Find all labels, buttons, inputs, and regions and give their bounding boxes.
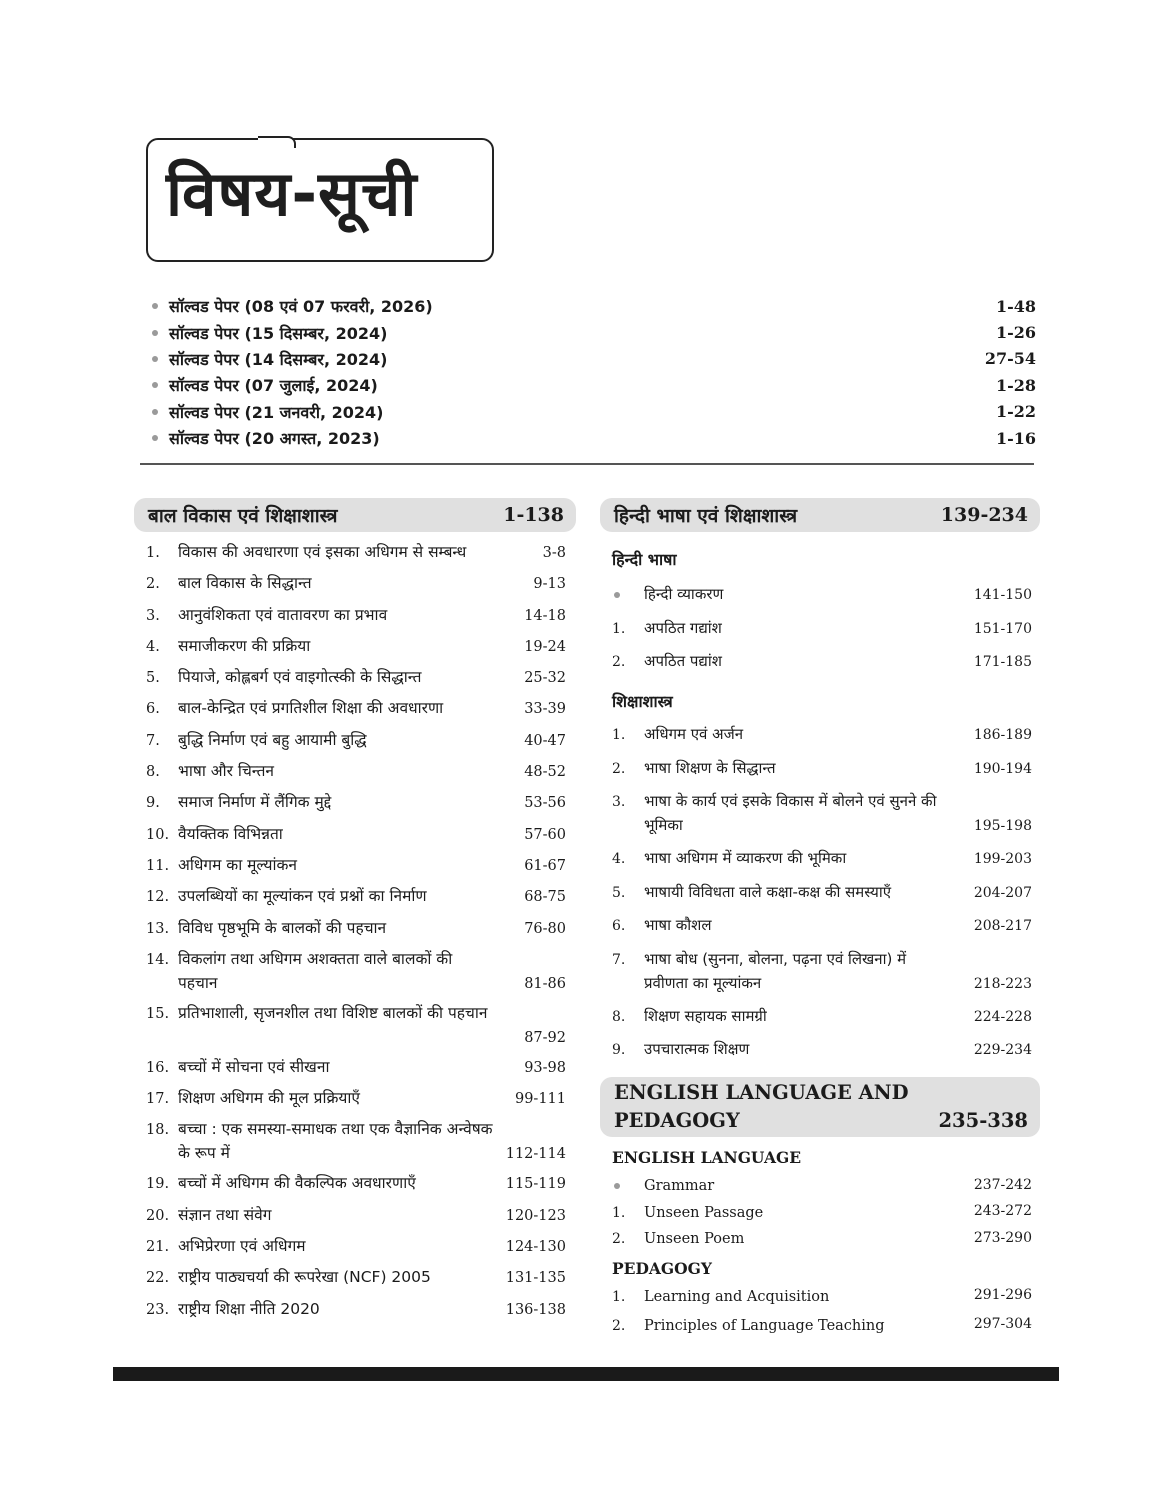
item-pages: 190-194 (973, 760, 1032, 777)
toc-item (612, 789, 1032, 846)
item-title: आनुवंशिकता एवं वातावरण का प्रभाव (178, 605, 388, 624)
toc-item (146, 822, 566, 853)
item-pages: 124-130 (505, 1239, 566, 1256)
item-title: उपलब्धियों का मूल्यांकन एवं प्रश्नों का निर्माण (178, 887, 427, 906)
item-pages: 204-207 (973, 884, 1032, 901)
toc-item (146, 728, 566, 759)
item-number: 15. (146, 1005, 170, 1022)
item-title: Unseen Poem (644, 1230, 745, 1247)
page-title: विषय-सूची (166, 157, 418, 230)
subheading-english-language: ENGLISH LANGUAGE (612, 1148, 802, 1167)
item-number: 9. (612, 1042, 626, 1058)
item-number: 7. (146, 732, 160, 749)
section-title: बाल विकास एवं शिक्षाशास्त्र (148, 505, 338, 527)
solved-paper-label: सॉल्वड पेपर (07 जुलाई, 2024) (169, 376, 378, 396)
section-header-english (600, 1077, 1040, 1137)
item-title: अभिप्रेरणा एवं अधिगम (178, 1237, 306, 1256)
item-pages: 131-135 (505, 1270, 566, 1287)
solved-paper-pages: 1-48 (995, 296, 1036, 316)
item-number (612, 582, 644, 607)
solved-paper-pages: 1-26 (995, 323, 1036, 343)
solved-paper-pages: 1-16 (995, 428, 1036, 448)
item-pages: 171-185 (973, 654, 1032, 670)
item-pages: 93-98 (524, 1059, 566, 1076)
item-pages: 48-52 (524, 764, 566, 781)
item-title: समाज निर्माण में लैंगिक मुद्दे (178, 793, 332, 812)
item-title: भाषा अधिगम में व्याकरण की भूमिका (644, 849, 847, 867)
item-pages: 291-296 (973, 1287, 1032, 1303)
toc-item (146, 1234, 566, 1265)
solved-paper-row (152, 319, 1036, 345)
toc-item (146, 634, 566, 665)
item-number: 21. (146, 1239, 170, 1256)
toc-item (146, 759, 566, 790)
item-title: पियाजे, कोह्लबर्ग एवं वाइगोत्स्की के सिद्धान्त (178, 668, 422, 687)
toc-item (146, 1171, 566, 1202)
toc-item (146, 1265, 566, 1296)
item-pages: 68-75 (524, 889, 566, 906)
item-title: विविध पृष्ठभूमि के बालकों की पहचान (178, 918, 387, 937)
toc-item (612, 756, 1032, 790)
item-pages: 115-119 (505, 1176, 566, 1193)
toc-item (146, 947, 566, 1001)
item-title: अधिगम का मूल्यांकन (178, 855, 298, 874)
bullet-icon (152, 382, 158, 388)
section-header-hindi (600, 498, 1040, 532)
bullet-icon (152, 435, 158, 441)
item-pages: 53-56 (524, 795, 566, 812)
item-title: भाषा बोध (सुनना, बोलना, पढ़ना एवं लिखना) में प्रवीणता का मूल्यांकन (644, 949, 907, 992)
item-pages: 297-304 (973, 1315, 1032, 1332)
item-title: शिक्षण अधिगम की मूल प्रक्रियाएँ (178, 1089, 360, 1108)
item-title: प्रतिभाशाली, सृजनशील तथा विशिष्ट बालकों की पहचान (178, 1003, 488, 1022)
item-pages: 76-80 (524, 920, 566, 937)
english-pedagogy-list (612, 1283, 1032, 1340)
section-title-line1: ENGLISH LANGUAGE AND (614, 1081, 909, 1104)
item-number: 16. (146, 1059, 170, 1076)
item-title: बच्चों में अधिगम की वैकल्पिक अवधारणाएँ (178, 1174, 416, 1193)
item-pages: 25-32 (524, 670, 566, 687)
item-pages: 186-189 (973, 727, 1032, 743)
toc-item (146, 665, 566, 696)
item-number: 2. (612, 1317, 626, 1334)
item-number: 22. (146, 1270, 170, 1287)
item-number: 1. (612, 620, 626, 637)
bullet-icon (614, 1183, 620, 1189)
toc-item (146, 1055, 566, 1086)
item-title: वैयक्तिक विभिन्नता (178, 824, 283, 843)
item-pages: 224-228 (973, 1008, 1032, 1025)
item-number: 6. (146, 701, 160, 718)
item-title: संज्ञान तथा संवेग (178, 1205, 272, 1224)
hindi-language-list (612, 582, 1032, 683)
solved-paper-row (152, 399, 1036, 425)
child-development-list (146, 540, 566, 1328)
bullet-icon (152, 330, 158, 336)
item-pages: 33-39 (524, 701, 566, 718)
item-title: Learning and Acquisition (644, 1289, 830, 1306)
item-number: 5. (146, 670, 160, 687)
toc-item (146, 1297, 566, 1328)
toc-item (146, 884, 566, 915)
item-pages: 208-217 (973, 918, 1032, 934)
toc-item (146, 916, 566, 947)
solved-papers-list (152, 293, 1036, 451)
title-frame-tab (258, 136, 296, 148)
item-title: बच्चा : एक समस्या-समाधक तथा एक वैज्ञानिक अन्वेषक के रूप में (178, 1120, 493, 1163)
item-number: 23. (146, 1301, 170, 1318)
toc-item (146, 571, 566, 602)
item-title: Grammar (644, 1178, 715, 1195)
toc-item (146, 1086, 566, 1117)
item-title: विकलांग तथा अधिगम अशक्तता वाले बालकों की पहचान (178, 949, 453, 992)
item-number: 8. (612, 1008, 626, 1025)
item-title: शिक्षण सहायक सामग्री (644, 1006, 767, 1025)
toc-item (612, 1312, 1032, 1341)
item-number: 6. (612, 918, 626, 934)
item-pages: 19-24 (524, 638, 566, 655)
item-number: 2. (612, 760, 626, 777)
item-pages: 141-150 (973, 587, 1032, 603)
section-header-child-development (134, 498, 576, 532)
item-pages: 40-47 (524, 732, 566, 749)
item-number (612, 1178, 644, 1194)
item-pages: 237-242 (973, 1177, 1032, 1193)
subheading-pedagogy-hindi: शिक्षाशास्त्र (612, 692, 673, 711)
item-number: 1. (612, 1289, 626, 1306)
item-pages: 99-111 (514, 1091, 566, 1108)
item-number: 1. (612, 1204, 626, 1221)
item-number: 11. (146, 857, 170, 874)
item-number: 4. (612, 851, 626, 867)
item-pages: 243-272 (973, 1203, 1032, 1220)
toc-item (612, 913, 1032, 947)
item-pages: 136-138 (505, 1301, 566, 1318)
item-number: 1. (146, 545, 160, 561)
item-title: Unseen Passage (644, 1204, 764, 1221)
section-pages: 139-234 (940, 504, 1028, 526)
toc-item (612, 880, 1032, 914)
item-number: 8. (146, 764, 160, 781)
toc-item (612, 1199, 1032, 1225)
item-title: बच्चों में सोचना एवं सीखना (178, 1057, 330, 1076)
toc-item (146, 1117, 566, 1171)
solved-paper-row (152, 346, 1036, 372)
item-number: 5. (612, 884, 626, 901)
toc-item (612, 1173, 1032, 1199)
item-number: 2. (146, 576, 160, 593)
item-number: 1. (612, 727, 626, 743)
item-pages: 199-203 (973, 851, 1032, 867)
item-title: बाल-केन्द्रित एवं प्रगतिशील शिक्षा की अवधारणा (178, 699, 444, 718)
divider (140, 463, 1034, 465)
item-title: उपचारात्मक शिक्षण (644, 1040, 750, 1058)
item-pages: 81-86 (524, 975, 566, 992)
item-number: 10. (146, 826, 170, 843)
item-pages: 120-123 (505, 1207, 566, 1224)
item-pages: 195-198 (973, 818, 1032, 834)
toc-item (612, 846, 1032, 880)
item-pages: 14-18 (524, 607, 566, 624)
item-number: 12. (146, 889, 170, 906)
item-pages: 151-170 (973, 620, 1032, 637)
item-number: 13. (146, 920, 170, 937)
toc-item (612, 722, 1032, 756)
toc-item (146, 790, 566, 821)
item-title: Principles of Language Teaching (644, 1317, 885, 1334)
item-pages: 218-223 (973, 975, 1032, 992)
toc-item (612, 1226, 1032, 1252)
item-title: बुद्धि निर्माण एवं बहु आयामी बुद्धि (178, 730, 367, 749)
item-number: 2. (612, 654, 626, 670)
item-number: 3. (612, 794, 626, 810)
toc-item (612, 1004, 1032, 1038)
subheading-hindi-language: हिन्दी भाषा (612, 550, 677, 569)
item-title: भाषा शिक्षण के सिद्धान्त (644, 758, 776, 777)
toc-item (146, 696, 566, 727)
toc-item (612, 947, 1032, 1004)
item-number: 17. (146, 1091, 170, 1108)
bullet-icon (152, 303, 158, 309)
section-pages: 235-338 (938, 1109, 1028, 1132)
item-number: 9. (146, 795, 160, 812)
solved-paper-label: सॉल्वड पेपर (21 जनवरी, 2024) (169, 402, 384, 422)
item-title: राष्ट्रीय पाठ्यचर्या की रूपरेखा (NCF) 2005 (178, 1268, 431, 1287)
item-title: भाषा के कार्य एवं इसके विकास में बोलने एवं सुनने की भूमिका (644, 792, 937, 834)
toc-item (146, 540, 566, 571)
section-pages: 1-138 (503, 504, 564, 526)
section-title-line2: PEDAGOGY (614, 1109, 740, 1132)
item-title: भाषा कौशल (644, 916, 712, 934)
toc-item (612, 649, 1032, 683)
toc-item (612, 616, 1032, 650)
item-number: 14. (146, 951, 170, 968)
item-number: 2. (612, 1230, 626, 1247)
item-number: 19. (146, 1176, 170, 1193)
item-pages: 273-290 (973, 1229, 1032, 1246)
hindi-pedagogy-list (612, 722, 1032, 1071)
item-pages: 3-8 (542, 545, 566, 561)
item-pages: 112-114 (505, 1146, 566, 1163)
solved-paper-row (152, 372, 1036, 398)
item-number: 7. (612, 951, 626, 968)
item-title: अधिगम एवं अर्जन (644, 725, 744, 743)
item-title: विकास की अवधारणा एवं इसका अधिगम से सम्बन्ध (178, 543, 467, 561)
item-title: हिन्दी व्याकरण (644, 585, 724, 603)
toc-item (612, 1037, 1032, 1071)
solved-paper-row (152, 293, 1036, 319)
solved-paper-label: सॉल्वड पेपर (08 एवं 07 फरवरी, 2026) (169, 297, 433, 317)
solved-paper-label: सॉल्वड पेपर (14 दिसम्बर, 2024) (169, 349, 388, 369)
english-language-list (612, 1173, 1032, 1252)
item-title: भाषा और चिन्तन (178, 762, 275, 781)
solved-paper-label: सॉल्वड पेपर (15 दिसम्बर, 2024) (169, 323, 388, 343)
item-number: 20. (146, 1207, 170, 1224)
bullet-icon (152, 356, 158, 362)
item-title: अपठित पद्यांश (644, 652, 722, 670)
item-number: 18. (146, 1122, 170, 1139)
item-pages: 229-234 (973, 1042, 1032, 1058)
item-title: बाल विकास के सिद्धान्त (178, 574, 312, 593)
item-title: भाषायी विविधता वाले कक्षा-कक्ष की समस्याएँ (644, 882, 891, 901)
item-title: राष्ट्रीय शिक्षा नीति 2020 (178, 1299, 320, 1318)
toc-item (146, 1001, 566, 1055)
section-title: हिन्दी भाषा एवं शिक्षाशास्त्र (614, 505, 798, 527)
toc-item (146, 853, 566, 884)
toc-item (146, 1203, 566, 1234)
solved-paper-label: सॉल्वड पेपर (20 अगस्त, 2023) (169, 429, 380, 449)
item-pages: 57-60 (524, 826, 566, 843)
subheading-pedagogy-english: PEDAGOGY (612, 1259, 712, 1278)
bullet-icon (152, 409, 158, 415)
toc-item (612, 582, 1032, 616)
toc-item (146, 603, 566, 634)
item-pages: 61-67 (524, 857, 566, 874)
solved-paper-row (152, 425, 1036, 451)
solved-paper-pages: 1-22 (995, 402, 1036, 422)
bullet-icon (614, 592, 620, 598)
toc-item (612, 1283, 1032, 1312)
item-number: 4. (146, 638, 160, 655)
solved-paper-pages: 27-54 (984, 349, 1036, 369)
footer-bar (113, 1367, 1059, 1381)
item-title: अपठित गद्यांश (644, 618, 722, 637)
item-pages: 87-92 (524, 1029, 566, 1046)
item-number: 3. (146, 607, 160, 624)
item-title: समाजीकरण की प्रक्रिया (178, 636, 311, 655)
solved-paper-pages: 1-28 (995, 375, 1036, 395)
item-pages: 9-13 (533, 576, 566, 593)
